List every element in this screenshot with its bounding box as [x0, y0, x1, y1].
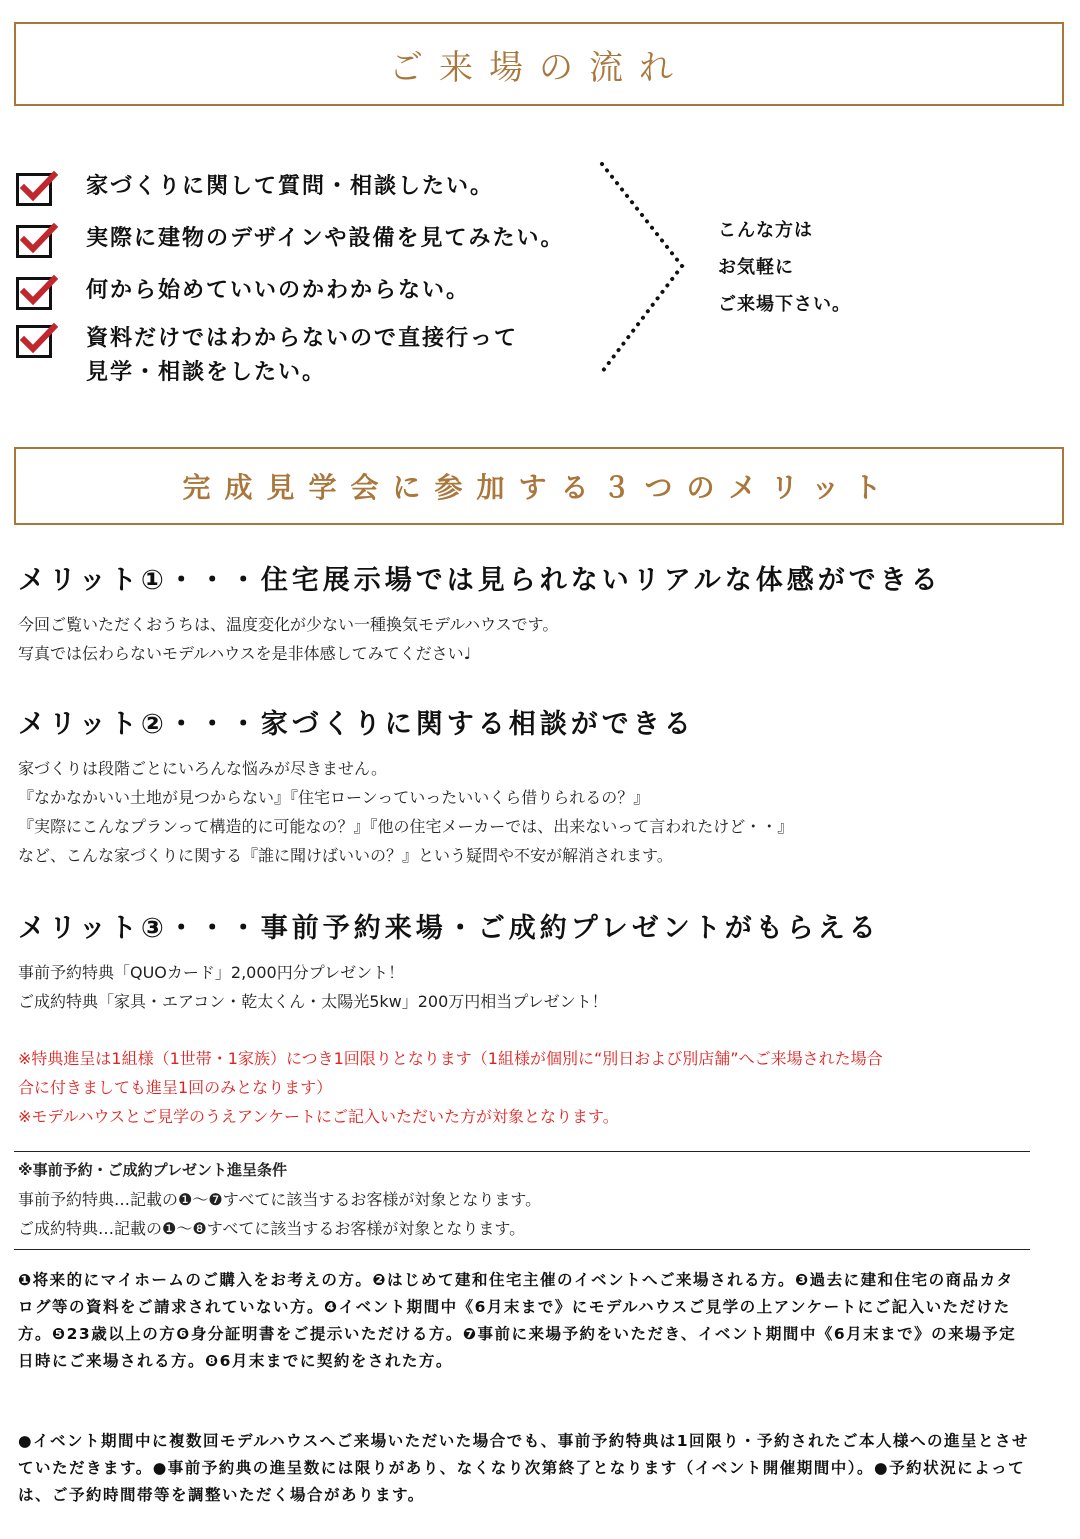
checklist-text: 実際に建物のデザインや設備を見てみたい。 — [86, 226, 565, 251]
merit-1-line: 写真では伝わらないモデルハウスを是非体感してみてください♩ — [18, 644, 472, 663]
conditions-criteria: ❶将来的にマイホームのご購入をお考えの方。❷はじめて建和住宅主催のイベントへご来場される方。❸過去に建和住宅の商品カタログ等の資料をご請求されていない方。❹イベント期間中《6月末まで》にモデルハウスご見学の上アンケートにご記入いただけた方。❺23歳以上の方❻身分証明書をご提示いただける方。❼事前に来場予約をいただき、イベント期間中《6月末まで》の来場予定日時にご来場される方。❽6月末までに契約をされた方。 — [18, 1271, 1017, 1370]
checklist-text — [86, 322, 518, 390]
checkbox-checked-icon — [16, 274, 52, 308]
conditions-line: ご成約特典…記載の❶〜❽すべてに該当するお客様が対象となります。 — [18, 1219, 526, 1238]
merit-3-heading: メリット③・・・事前予約来場・ご成約プレゼントがもらえる — [18, 913, 880, 944]
checkbox-checked-icon — [16, 170, 52, 204]
merit-2-line: 『実際にこんなプランって構造的に可能なの？』『他の住宅メーカーでは、出来ないって言われたけど・・』 — [18, 817, 794, 836]
merit-2-body — [18, 754, 793, 870]
checkbox-checked-icon — [16, 322, 52, 356]
merit-1-line: 今回ご覧いただくおうちは、温度変化が少ない一種換気モデルハウスです。 — [18, 615, 559, 634]
invitation-text — [718, 212, 851, 323]
privilege-note-line: ※モデルハウスとご見学のうえアンケートにご記入いただいた方が対象となります。 — [18, 1107, 619, 1126]
dotted-bracket-icon — [596, 160, 696, 378]
merit-3-line: ご成約特典「家具・エアコン・乾太くん・太陽光5kw」200万円相当プレゼント！ — [18, 992, 608, 1011]
merit-2-line: 家づくりは段階ごとにいろんな悩みが尽きません。 — [18, 759, 387, 778]
merit-3-line: 事前予約特典「QUOカード」2,000円分プレゼント！ — [18, 963, 405, 982]
conditions-footnote: ●イベント期間中に複数回モデルハウスへご来場いただいた場合でも、事前予約特典は1回限り・予約されたご本人様への進呈とさせていただきます。●事前予約典の進呈数には限りがあり、なくなり次第終了となります（イベント開催期間中）。●予約状況によっては、ご予約時間帯等を調整いただく場合があります。 — [18, 1432, 1029, 1504]
conditions-heading: ※事前予約・ご成約プレゼント進呈条件 — [18, 1161, 287, 1179]
conditions-block — [18, 1156, 541, 1243]
checklist-item — [16, 322, 518, 390]
invitation-line: こんな方は — [718, 220, 813, 241]
checklist-text: 家づくりに関して質問・相談したい。 — [86, 174, 495, 199]
divider — [14, 1151, 1030, 1152]
merit-2-line: など、こんな家づくりに関する『誰に聞けばいいの？』という疑問や不安が解消されます。 — [18, 846, 673, 865]
flow-section-title: ご来場の流れ — [14, 22, 1064, 106]
checklist-item — [16, 222, 564, 256]
merit-2-heading: メリット②・・・家づくりに関する相談ができる — [18, 709, 695, 740]
invitation-line: お気軽に — [718, 257, 794, 278]
checklist-text: 何から始めていいのかわからない。 — [86, 278, 471, 303]
privilege-note-line: 合に付きましても進呈1回のみとなります） — [18, 1078, 333, 1097]
privilege-notes — [18, 1044, 883, 1131]
merit-1-heading: メリット①・・・住宅展示場では見られないリアルな体感ができる — [18, 565, 942, 596]
merits-section-title: 完成見学会に参加する３つのメリット — [14, 447, 1064, 525]
invitation-line: ご来場下さい。 — [718, 294, 851, 315]
checkbox-checked-icon — [16, 222, 52, 256]
checklist-text-line: 見学・相談をしたい。 — [86, 360, 327, 385]
privilege-note-line: ※特典進呈は1組様（1世帯・1家族）につき1回限りとなります（1組様が個別に“別日および別店舗”へご来場された場合 — [18, 1049, 883, 1068]
conditions-line: 事前予約特典…記載の❶〜❼すべてに該当するお客様が対象となります。 — [18, 1190, 542, 1209]
merit-3-body — [18, 958, 608, 1016]
checklist-item — [16, 170, 494, 204]
merit-1-body — [18, 610, 558, 668]
divider — [14, 1249, 1030, 1250]
merit-2-line: 『なかなかいい土地が見つからない』『住宅ローンっていったいいくら借りられるの？』 — [18, 788, 650, 807]
checklist-text-line: 資料だけではわからないので直接行って — [86, 326, 519, 351]
checklist-item — [16, 274, 470, 308]
